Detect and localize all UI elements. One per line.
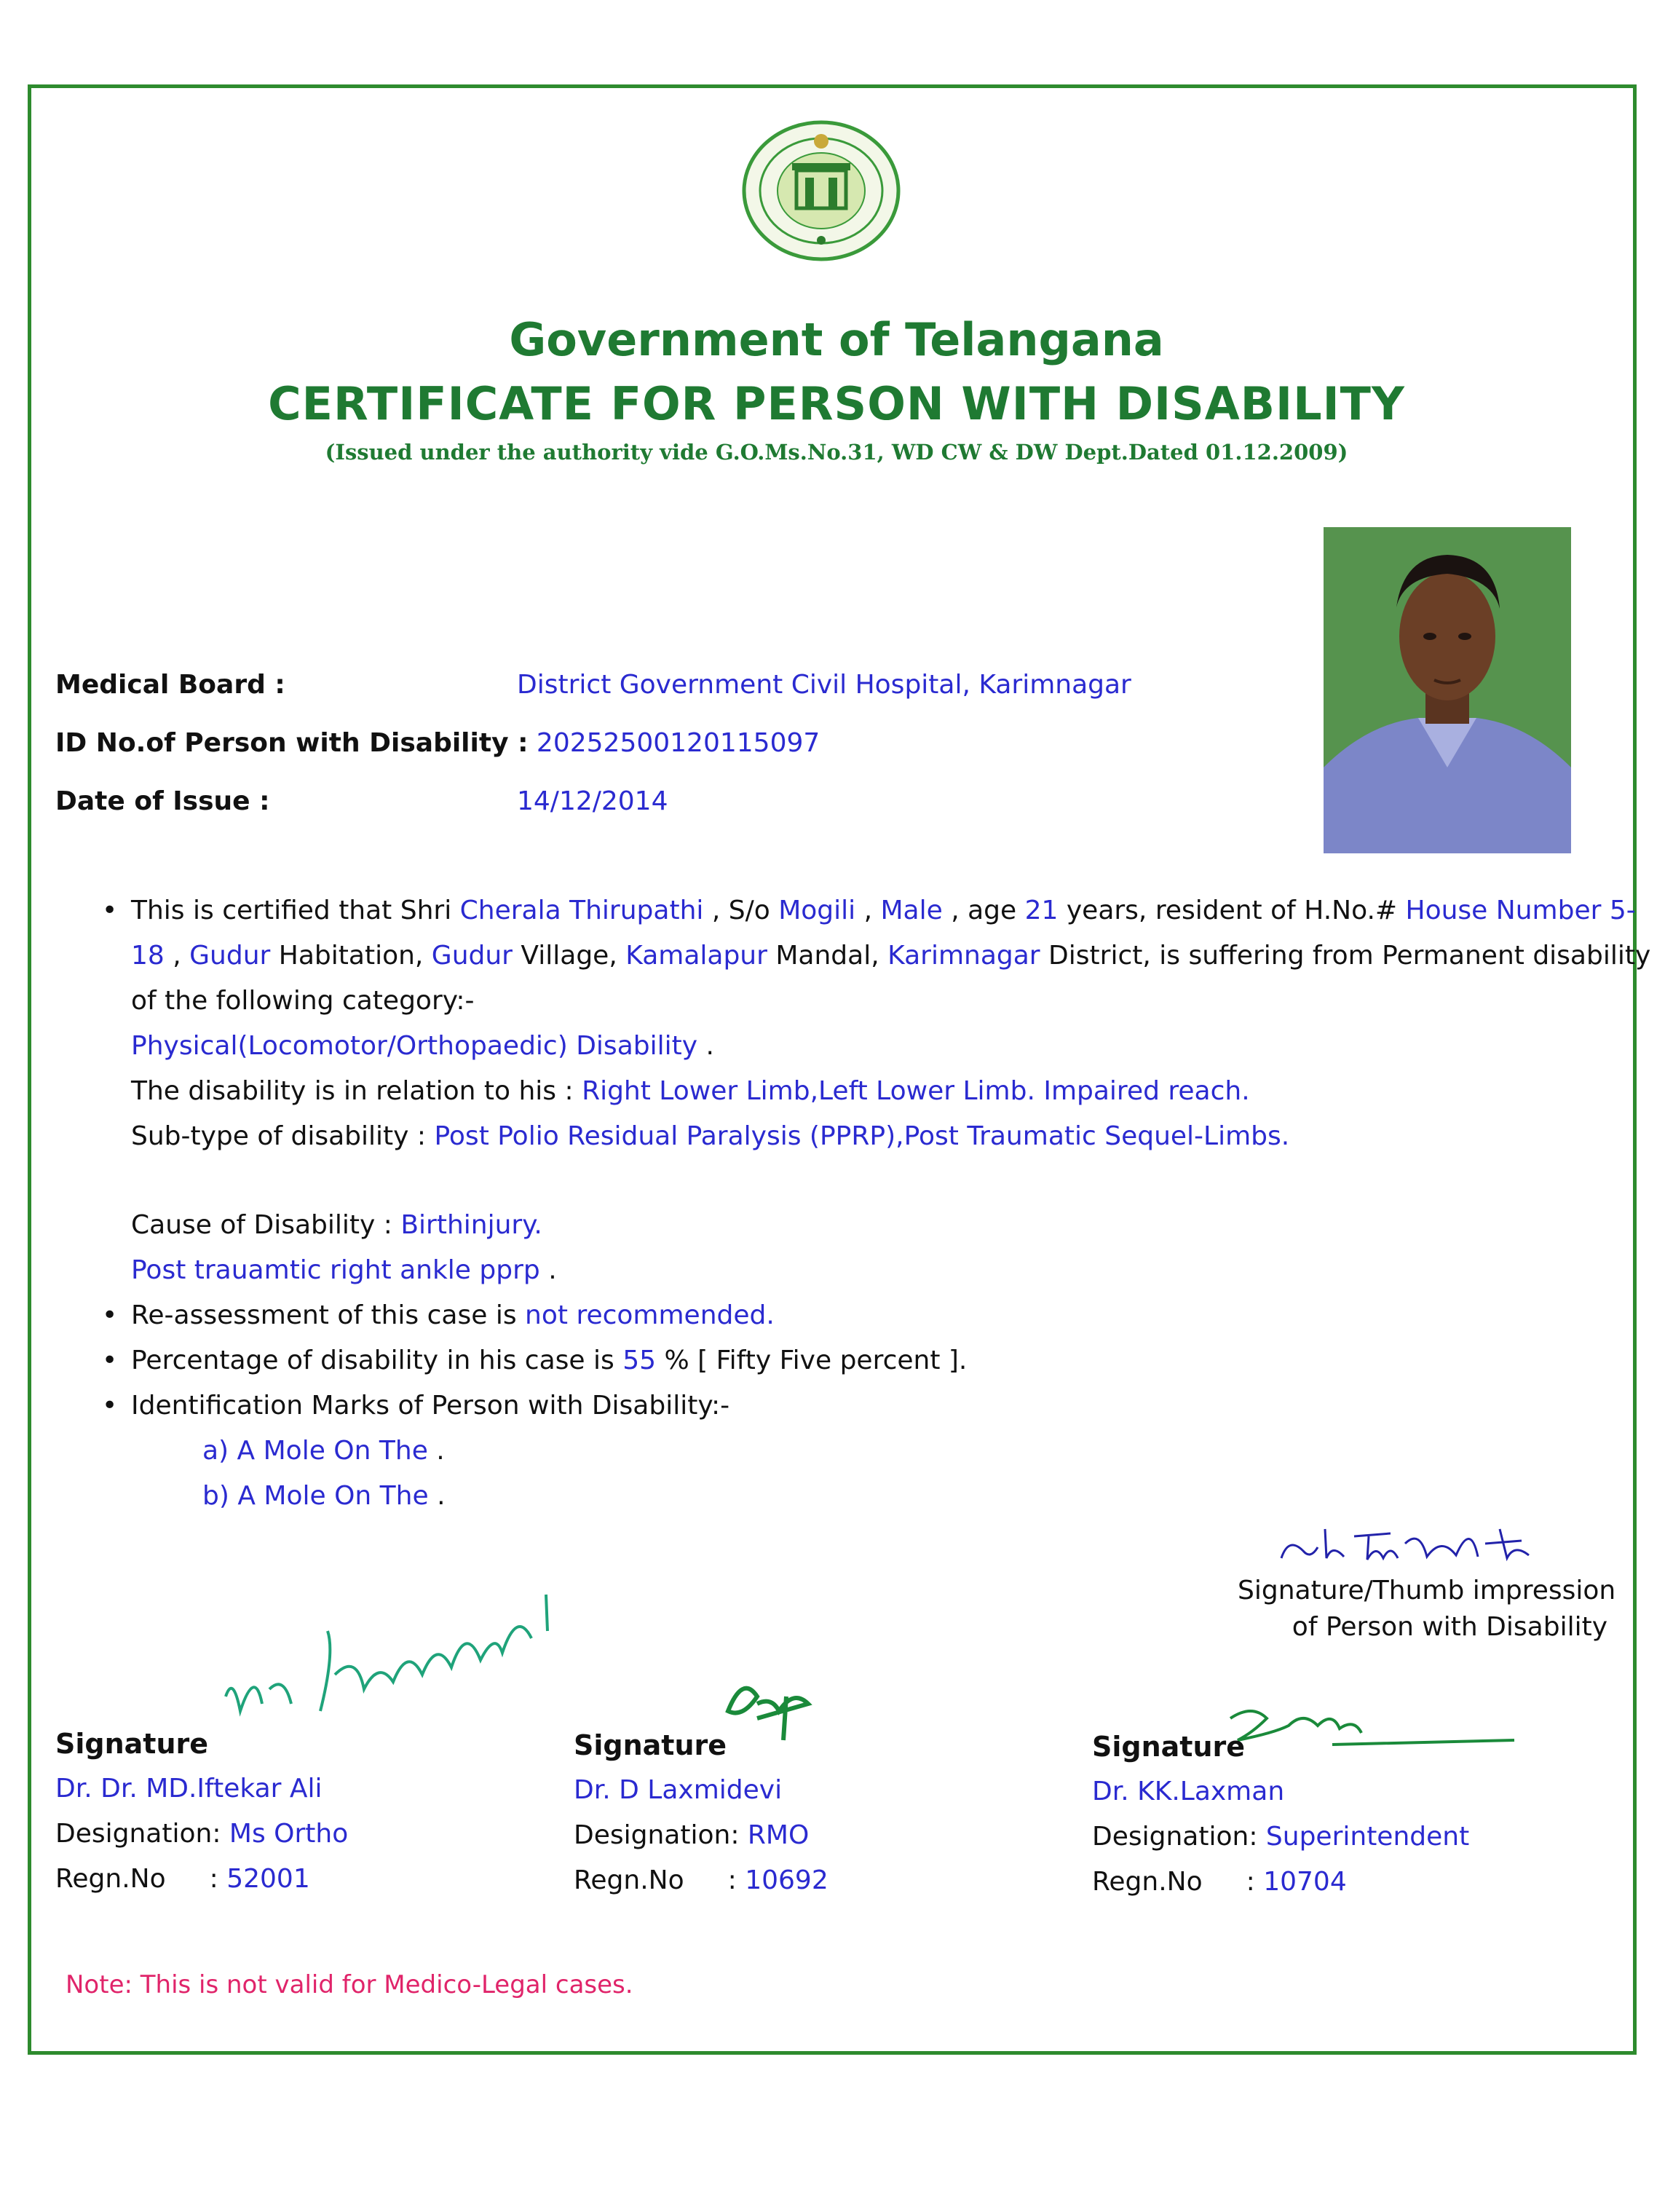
disability-relation: The disability is in relation to his : Right Lower Limb,Left Lower Limb. Impaired reach. [131,1076,1250,1106]
bullet-3: • [102,1346,118,1375]
signatory-3: Signature Dr. KK.Laxman Designation: Superintendent Regn.No : 10704 [1092,1724,1469,1905]
identification-mark-a: a) A Mole On The . [202,1436,445,1466]
identification-marks-heading: Identification Marks of Person with Disability:- [131,1391,730,1421]
signatory-3-designation: Superintendent [1265,1822,1470,1852]
signatory-1-regn: 52001 [226,1864,310,1894]
signatory-3-name: Dr. KK.Laxman [1092,1777,1285,1806]
signatory-2-designation: RMO [747,1820,810,1850]
date-value: 14/12/2014 [517,786,668,816]
signatory-1-name: Dr. Dr. MD.Iftekar Ali [55,1774,323,1804]
id-row [55,728,820,758]
village: Gudur [431,941,513,971]
identification-mark-b: b) A Mole On The . [202,1481,446,1511]
doctor-1-handwritten-signature [211,1565,575,1733]
bullet-1: • [102,896,118,925]
medical-board-row [55,670,285,700]
certification-line-2: 18 , Gudur Habitation, Gudur Village, Kamalapur Mandal, Karimnagar District, is suffering from Permanent disability [131,941,1651,971]
habitation: Gudur [189,941,271,971]
signatory-2-signature-label: Signature [574,1729,727,1761]
signatory-1-designation: Ms Ortho [229,1819,349,1849]
person-signature-label: Signature/Thumb impression of Person with Disability [1238,1576,1616,1642]
house-number: House Number 5- [1405,896,1636,925]
mandal: Kamalapur [625,941,767,971]
certificate-title: CERTIFICATE FOR PERSON WITH DISABILITY [268,377,1405,430]
disability-category: Physical(Locomotor/Orthopaedic) Disability . [131,1031,714,1061]
signatory-2-regn: 10692 [745,1865,828,1895]
bullet-4: • [102,1391,118,1421]
medical-board-label: Medical Board : [55,670,285,700]
signatory-1: Signature Dr. Dr. MD.Iftekar Ali Designation: Ms Ortho Regn.No : 52001 [55,1721,348,1902]
reassessment-line: Re-assessment of this case is not recommended. [131,1300,775,1330]
signatory-2: Signature Dr. D Laxmidevi Designation: RMO Regn.No : 10692 [574,1723,828,1903]
age: 21 [1024,896,1059,925]
id-label: ID No.of Person with Disability : [55,728,529,758]
person-photo [1324,527,1571,853]
bullet-2: • [102,1300,118,1330]
authority-subtitle: (Issued under the authority vide G.O.Ms.No.31, WD CW & DW Dept.Dated 01.12.2009) [325,440,1348,465]
signatory-3-signature-label: Signature [1092,1731,1246,1763]
legal-note: Note: This is not valid for Medico-Legal cases. [66,1970,633,1999]
medical-board-value: District Government Civil Hospital, Karimnagar [517,670,1131,700]
government-seal-icon [740,118,903,264]
date-label: Date of Issue : [55,786,270,816]
certification-line-1: This is certified that Shri Cherala Thirupathi , S/o Mogili , Male , age 21 years, resident of H.No.# House Number 5- [131,896,1636,925]
signatory-1-signature-label: Signature [55,1728,209,1760]
percentage-line: Percentage of disability in his case is 55 % [ Fifty Five percent ]. [131,1346,968,1375]
signatory-3-regn: 10704 [1263,1867,1347,1897]
person-name: Cherala Thirupathi [459,896,704,925]
disability-subtype: Sub-type of disability : Post Polio Residual Paralysis (PPRP),Post Traumatic Sequel-Limbs. [131,1121,1290,1151]
id-value: 20252500120115097 [536,728,820,758]
certification-line-3: of the following category:- [131,986,475,1016]
disability-cause-extra: Post trauamtic right ankle pprp . [131,1255,557,1285]
father-name: Mogili [778,896,856,925]
date-row [55,786,270,816]
government-heading: Government of Telangana [509,313,1164,366]
disability-cause: Cause of Disability : Birthinjury. [131,1210,542,1240]
district: Karimnagar [887,941,1040,971]
percentage-value: 55 [622,1346,656,1375]
signatory-2-name: Dr. D Laxmidevi [574,1775,783,1805]
person-handwritten-signature [1274,1514,1551,1573]
gender: Male [880,896,943,925]
